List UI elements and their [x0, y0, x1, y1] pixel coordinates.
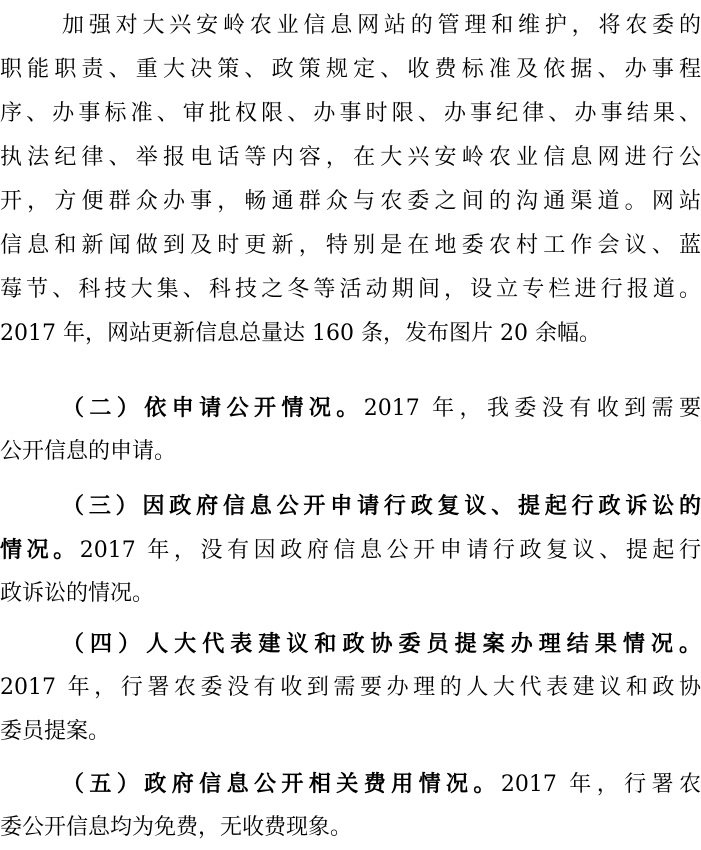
- paragraph-line: 开，方便群众办事，畅通群众与农委之间的沟通渠道。网站: [0, 189, 701, 214]
- section-heading: （五）政府信息公开相关费用情况。: [62, 771, 501, 797]
- section-5-first-line: [0, 762, 701, 806]
- paragraph-line: 莓节、科技大集、科技之冬等活动期间，设立专栏进行报道。: [0, 277, 701, 302]
- paragraph-line: 加强对大兴安岭农业信息网站的管理和维护，将农委的: [62, 13, 701, 38]
- section-line: 政诉讼的情况。: [0, 581, 155, 606]
- paragraph-line: 执法纪律、举报电话等内容，在大兴安岭农业信息网进行公: [0, 145, 701, 170]
- section-line: 2017 年，行署农委没有收到需要办理的人大代表建议和政协: [0, 675, 701, 700]
- paragraph-line: 职能职责、重大决策、政策规定、收费标准及依据、办事程: [0, 57, 701, 82]
- paragraph-line: 信息和新闻做到及时更新，特别是在地委农村工作会议、蓝: [0, 233, 701, 258]
- section-line: 公开信息的申请。: [0, 439, 177, 464]
- section-2-first-line: [0, 386, 701, 430]
- section-text: 2017 年，我委没有收到需要: [363, 396, 701, 421]
- paragraph-line: 序、办事标准、审批权限、办事时限、办事纪律、办事结果、: [0, 101, 701, 126]
- section-heading: （四）人大代表建议和政协委员提案办理结果情况。: [62, 631, 701, 657]
- section-heading: （二）依申请公开情况。: [62, 395, 364, 421]
- section-line: 委员提案。: [0, 719, 111, 744]
- section-heading: （三）因政府信息公开申请行政复议、提起行政诉讼的: [62, 493, 701, 519]
- section-text: 2017 年，没有因政府信息公开申请行政复议、提起行: [79, 538, 701, 563]
- paragraph-line: 2017 年，网站更新信息总量达 160 条，发布图片 20 余幅。: [0, 321, 601, 346]
- section-text: 2017 年，行署农: [500, 772, 701, 797]
- section-3-second-line: [0, 528, 701, 572]
- section-heading-cont: 情况。: [0, 537, 80, 563]
- section-line: 委公开信息均为免费，无收费现象。: [0, 815, 353, 840]
